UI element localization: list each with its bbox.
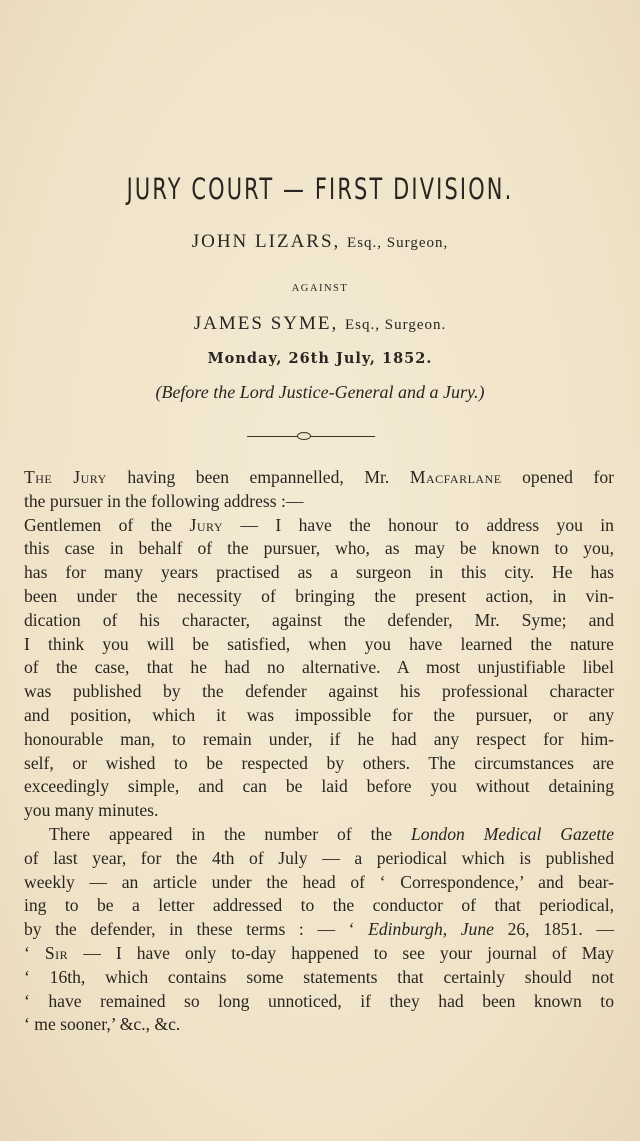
text-line: ‘ Sir — I have only to-day happened to see your journal of May bbox=[24, 942, 614, 963]
defender-name: JAMES SYME, bbox=[193, 313, 339, 334]
pursuer-line bbox=[0, 231, 640, 253]
before-text: (Before the Lord Justice-General and a Jury.) bbox=[155, 382, 485, 402]
court-heading: JURY COURT — FIRST DIVISION. bbox=[126, 172, 514, 206]
pursuer-name: JOHN LIZARS, bbox=[191, 231, 341, 252]
defender-line bbox=[0, 313, 640, 335]
text-line: weekly — an article under the head of ‘ Correspondence,’ and bear- bbox=[24, 871, 614, 892]
text-line: ing to be a letter addressed to the conductor of that periodical, bbox=[24, 895, 614, 916]
text-line: ‘ 16th, which contains some statements that certainly should not bbox=[24, 966, 614, 987]
text-line: I think you will be satisfied, when you have learned the nature bbox=[24, 633, 614, 654]
ornamental-rule bbox=[247, 436, 375, 437]
text-line: you many minutes. bbox=[24, 800, 159, 821]
text-line: ‘ have remained so long unnoticed, if they had been known to bbox=[24, 990, 614, 1011]
text-line: Gentlemen of the Jury — I have the honour to address you in bbox=[24, 514, 614, 535]
text-line: exceedingly simple, and can be laid before you without detaining bbox=[24, 776, 614, 797]
text-line: the pursuer in the following address :— bbox=[24, 490, 304, 511]
body-text bbox=[24, 466, 614, 1037]
text-line: ‘ me sooner,’ &c., &c. bbox=[24, 1014, 181, 1035]
text-line: was published by the defender against his professional character bbox=[24, 681, 614, 702]
pursuer-title: Esq., Surgeon, bbox=[347, 235, 449, 251]
text-line: been under the necessity of bringing the present action, in vin- bbox=[24, 585, 614, 606]
text-line: dication of his character, against the defender, Mr. Syme; and bbox=[24, 609, 614, 630]
hearing-date: Monday, 26th July, 1852. bbox=[207, 350, 433, 367]
text-line: by the defender, in these terms : — ‘ Edinburgh, June 26, 1851. — bbox=[24, 919, 614, 940]
text-line: this case in behalf of the pursuer, who, as may be known to you, bbox=[24, 538, 614, 559]
text-line: There appeared in the number of the London Medical Gazette bbox=[49, 823, 615, 844]
text-line: of last year, for the 4th of July — a periodical which is published bbox=[24, 847, 614, 868]
text-line: of the case, that he had no alternative. A most unjustifiable libel bbox=[24, 657, 614, 678]
text-line: The Jury having been empannelled, Mr. Macfarlane opened for bbox=[24, 467, 614, 487]
before-line bbox=[0, 382, 640, 403]
rule-ornament bbox=[297, 432, 311, 440]
text-line: has for many years practised as a surgeon in this city. He has bbox=[24, 562, 614, 583]
text-line: and position, which it was impossible for the pursuer, or any bbox=[24, 704, 614, 725]
text-line: honourable man, to remain under, if he had any respect for him- bbox=[24, 728, 614, 749]
text-line: self, or wished to be respected by others. The circumstances are bbox=[24, 752, 614, 773]
against-label: AGAINST bbox=[291, 283, 349, 294]
defender-title: Esq., Surgeon. bbox=[345, 317, 447, 333]
